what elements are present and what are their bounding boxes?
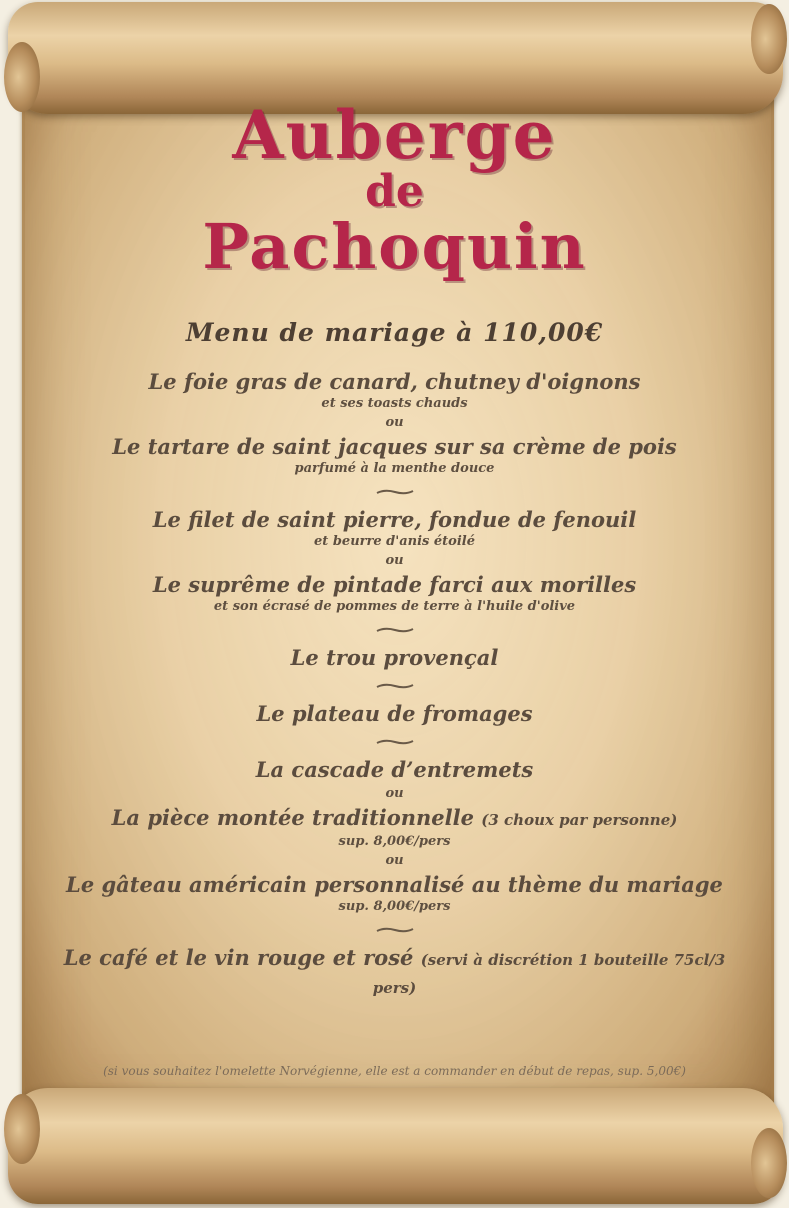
scroll-roll-bottom xyxy=(8,1088,783,1204)
roll-end-right xyxy=(751,4,787,74)
or-label: ou xyxy=(385,786,404,801)
dish-tartare: Le tartare de saint jacques sur sa crème de pois xyxy=(112,434,677,459)
dish-piece-montee xyxy=(40,805,749,833)
dish-cafe-vin xyxy=(40,945,749,1001)
menu-content xyxy=(40,90,749,1001)
roll-end-left xyxy=(4,1094,40,1164)
dish-foie-gras-detail: et ses toasts chauds xyxy=(321,396,468,411)
separator-flourish xyxy=(40,727,749,757)
dish-piece-montee-note: (3 choux par personne) xyxy=(481,811,678,829)
dish-tartare-detail: parfumé à la menthe douce xyxy=(294,461,495,476)
roll-end-right xyxy=(751,1128,787,1198)
dish-saint-pierre: Le filet de saint pierre, fondue de fenouil xyxy=(152,507,637,532)
dish-pintade: Le suprême de pintade farci aux morilles xyxy=(152,572,637,597)
title-line-3: Pachoquin xyxy=(202,210,587,283)
restaurant-title xyxy=(40,96,749,283)
separator-flourish xyxy=(40,915,749,945)
menu-heading: Menu de mariage à 110,00€ xyxy=(185,318,604,347)
dish-cafe-vin-note: (servi à discrétion 1 bouteille 75cl/3 pers) xyxy=(372,951,726,997)
dish-piece-montee-label: La pièce montée traditionnelle xyxy=(111,805,474,830)
separator-flourish xyxy=(40,671,749,701)
dish-foie-gras: Le foie gras de canard, chutney d'oignons xyxy=(148,369,641,394)
title-line-2: de xyxy=(365,166,424,217)
dish-saint-pierre-detail: et beurre d'anis étoilé xyxy=(314,534,475,549)
desserts-section xyxy=(40,757,749,915)
dish-pintade-detail: et son écrasé de pommes de terre à l'huile d'olive xyxy=(213,599,576,614)
or-label: ou xyxy=(385,553,404,568)
dish-cafe-vin-label: Le café et le vin rouge et rosé xyxy=(63,945,414,970)
dish-fromages: Le plateau de fromages xyxy=(256,701,533,726)
or-label: ou xyxy=(385,853,404,868)
separator-flourish xyxy=(40,477,749,507)
dish-gateau-americain: Le gâteau américain personnalisé au thème du mariage xyxy=(66,872,723,897)
dish-trou-provencal: Le trou provençal xyxy=(290,645,499,670)
title-line-1: Auberge xyxy=(232,96,557,174)
or-label: ou xyxy=(385,415,404,430)
dish-gateau-supplement: sup. 8,00€/pers xyxy=(338,899,451,914)
mains-section xyxy=(40,507,749,615)
separator-flourish xyxy=(40,615,749,645)
footer-note: (si vous souhaitez l'omelette Norvégienne, elle est a commander en début de repas, sup. 5,00€) xyxy=(103,1064,686,1078)
starters-section xyxy=(40,369,749,477)
dish-entremets: La cascade d’entremets xyxy=(255,757,534,782)
roll-end-left xyxy=(4,42,40,112)
dish-piece-montee-supplement: sup. 8,00€/pers xyxy=(338,834,451,849)
